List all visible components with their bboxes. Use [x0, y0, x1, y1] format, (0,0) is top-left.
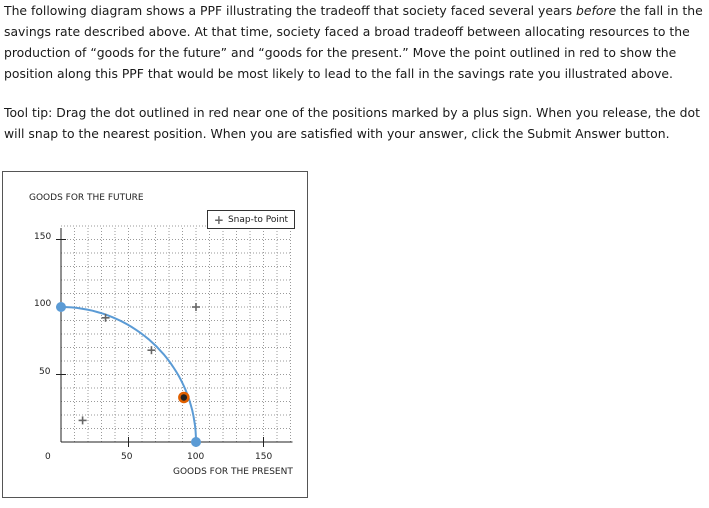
plus-icon: + [213, 212, 224, 227]
draggable-point[interactable] [179, 393, 188, 402]
x-tick-label-100: 100 [187, 452, 205, 462]
legend-label: Snap-to Point [227, 214, 289, 225]
x-tick-label-150: 150 [255, 452, 273, 462]
snap-to-point-legend [207, 210, 295, 229]
ppf-endpoint-x [191, 437, 201, 447]
origin-label: 0 [45, 452, 51, 462]
x-axis-title: GOODS FOR THE PRESENT [173, 467, 293, 477]
y-tick-label-50: 50 [39, 367, 51, 377]
tooltip-paragraph: Tool tip: Drag the dot outlined in red near one of the positions marked by a plus sign. When you release, the dot will snap to the nearest position. When you are satisfied with your answer, click the Submit Answer button. [4, 105, 700, 141]
y-tick-label-100: 100 [34, 299, 52, 309]
x-tick-label-50: 50 [121, 452, 133, 462]
question-paragraph: The following diagram shows a PPF illustrating the tradeoff that society faced several years before the fall in the savings rate described above. At that time, society faced a broad tradeoff between allocating resources to the production of “goods for the future” and “goods for the present.” Move the point outlined in red to show the position along this PPF that would be most likely to lead to the fall in the savings rate you illustrated above. [4, 3, 703, 81]
ppf-endpoint-y [56, 302, 66, 312]
y-axis-title: GOODS FOR THE FUTURE [29, 193, 144, 203]
y-tick-label-150: 150 [34, 232, 52, 242]
ppf-graph-widget [2, 171, 308, 498]
